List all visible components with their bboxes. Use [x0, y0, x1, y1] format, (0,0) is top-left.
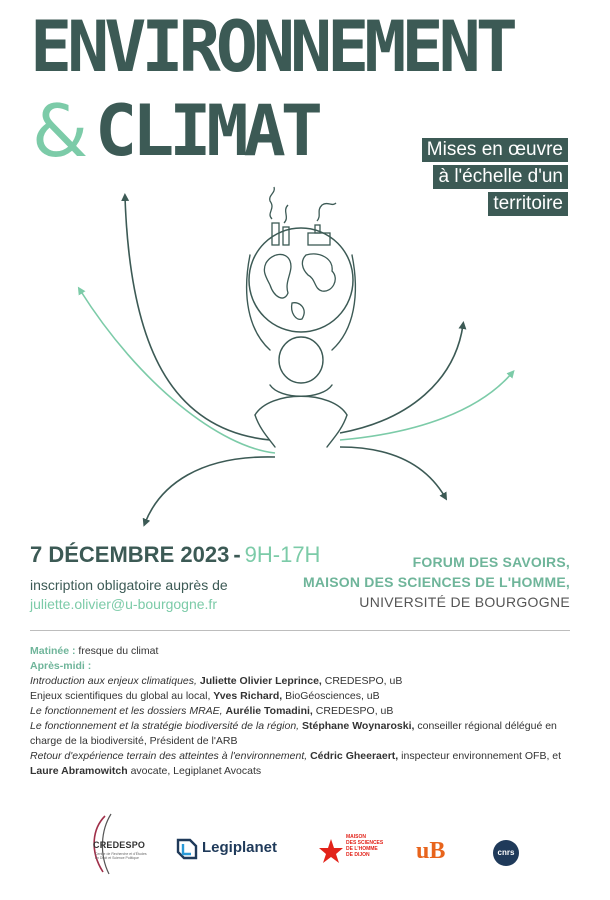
contact-email-link[interactable]: juliette.olivier@u-bourgogne.fr: [30, 596, 217, 612]
msh-dijon-logo: [318, 832, 398, 872]
msh-line: MAISON: [346, 834, 366, 840]
credespo-name: CREDESPO: [93, 840, 146, 850]
item-org: conseiller régional délégué en charge de la biodiversité, Président de l'ARB: [30, 720, 557, 747]
item-topic: Retour d'expérience terrain des atteintes à l'environnement,: [30, 750, 308, 762]
item-speaker: Laure Abramowitch: [30, 765, 128, 777]
arrow-curve: [80, 290, 275, 453]
divider: [30, 630, 570, 631]
title-line1: ENVIRONNEMENT: [30, 6, 513, 88]
matinee-label: Matinée :: [30, 645, 76, 657]
ub-name: uB: [416, 838, 446, 864]
msh-line: DE L'HOMME: [346, 846, 378, 852]
ub-logo: [416, 838, 458, 868]
earth-illustration: [70, 185, 540, 530]
globe-icon: [249, 228, 353, 332]
cnrs-logo: [493, 840, 519, 866]
program-apresmidi: [30, 659, 575, 674]
subtitle-line: à l'échelle d'un: [433, 165, 568, 189]
subtitle-line: Mises en œuvre: [422, 138, 568, 162]
item-speaker: Cédric Gheeraert,: [310, 750, 399, 762]
date-separator: -: [233, 542, 241, 567]
item-topic: Le fonctionnement et la stratégie biodiversité de la région,: [30, 720, 300, 732]
venue-block: [303, 552, 570, 612]
credespo-sub: Centre de Recherche et d'Études en Droit et Science Politique: [95, 852, 147, 860]
item-speaker: Stéphane Woynaroski,: [302, 720, 415, 732]
apresmidi-label: Après-midi :: [30, 660, 92, 672]
venue-line: UNIVERSITÉ DE BOURGOGNE: [359, 594, 570, 610]
item-org: CREDESPO, uB: [324, 675, 403, 687]
inscription-note: inscription obligatoire auprès de: [30, 577, 228, 593]
item-org: inspecteur environnement OFB, et: [401, 750, 562, 762]
item-org: BioGéosciences, uB: [285, 690, 380, 702]
event-date-time: [30, 541, 320, 569]
venue-line: FORUM DES SAVOIRS,: [412, 554, 570, 570]
matinee-text: fresque du climat: [75, 645, 159, 657]
item-topic: Le fonctionnement et les dossiers MRAE,: [30, 705, 223, 717]
item-topic: Introduction aux enjeux climatiques,: [30, 675, 197, 687]
arrow-curve: [125, 197, 270, 440]
legiplanet-name: Legiplanet: [202, 839, 278, 856]
program-item: [30, 719, 575, 749]
arrow-curve: [340, 373, 512, 440]
item-speaker: Yves Richard,: [213, 690, 283, 702]
legiplanet-logo: [176, 838, 286, 864]
subtitle-line: territoire: [488, 192, 568, 216]
program-item: [30, 674, 575, 689]
item-org: avocate, Legiplanet Avocats: [130, 765, 262, 777]
program-item: [30, 704, 575, 719]
item-speaker: Juliette Olivier Leprince,: [199, 675, 322, 687]
cnrs-name: cnrs: [497, 848, 515, 857]
partner-logos: [0, 810, 610, 880]
event-time: 9H-17H: [244, 542, 321, 567]
msh-line: DE DIJON: [346, 852, 370, 858]
item-org: CREDESPO, uB: [315, 705, 394, 717]
program: [30, 644, 575, 779]
arrow-curve: [145, 457, 275, 523]
title-line2: CLIMAT: [95, 90, 318, 172]
program-item: [30, 749, 575, 779]
program-matinee: [30, 644, 575, 659]
program-item: [30, 689, 575, 704]
arrow-curve: [340, 447, 445, 497]
event-date: 7 DÉCEMBRE 2023: [30, 542, 230, 567]
item-speaker: Aurélie Tomadini,: [225, 705, 313, 717]
msh-star-icon: [318, 838, 344, 864]
credespo-logo: [75, 810, 155, 880]
item-topic: Enjeux scientifiques du global au local,: [30, 690, 211, 702]
title-ampersand: &: [32, 89, 89, 173]
legiplanet-mark-icon: [176, 838, 198, 860]
venue-line: MAISON DES SCIENCES DE L'HOMME,: [303, 574, 570, 590]
msh-line: DES SCIENCES: [346, 840, 384, 846]
